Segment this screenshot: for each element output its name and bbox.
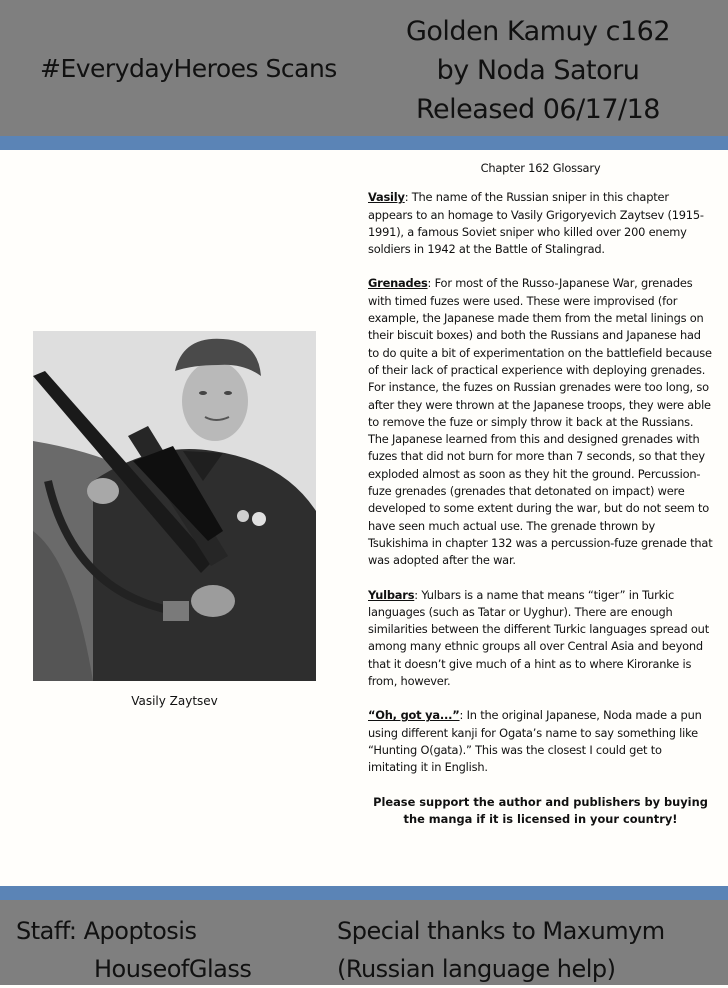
portrait-photo [33,331,316,681]
footer-divider [0,886,728,900]
glossary-entry-oh-got-ya [368,707,713,776]
content-area [0,150,728,886]
glossary-term: Vasily [368,190,405,205]
soldier-photo-illustration [33,331,316,681]
special-thanks [337,912,665,988]
glossary-title: Chapter 162 Glossary [480,161,601,175]
glossary [368,160,713,828]
support-message: Please support the author and publishers by buying the manga if it is licensed in your country! [373,794,708,826]
chapter-info [388,12,688,129]
glossary-term: Yulbars [368,587,415,602]
glossary-definition: : For most of the Russo-Japanese War, grenades with timed fuzes were used. These were improvised (for example, the Japanese made them from the metal linings on their biscuit boxes) and both the Russians and Japanese had to do quite a bit of experimentation on the battlefield because of their lack of practical experience with deploying grenades. For instance, the fuzes on Russian grenades were too long, so after they were thrown at the Japanese troops, they were able to remove the fuze or simply throw it back at the Russians. The Japanese learned from this and designed grenades with fuzes that did not burn for more than 7 seconds, so that they exploded almost as soon as they hit the ground. Percussion-fuze grenades (grenades that detonated on impact) were developed to some extent during the war, but do not seem to have seen much actual use. The grenade thrown by Tsukishima in chapter 132 was a percussion-fuze grenade that was adopted after the war. [368,276,713,568]
glossary-definition: : The name of the Russian sniper in this chapter appears to an homage to Vasily Grigoryevich Zaytsev (1915-1991), a famous Soviet sniper who killed over 200 enemy soldiers in 1942 at the Battle of Stalingrad. [368,190,704,257]
header-band [0,0,728,136]
staff-credits [16,912,251,988]
scanlation-group-name: #EverydayHeroes Scans [40,54,337,83]
staff-line-2: HouseofGlass [94,955,252,983]
glossary-definition: : In the original Japanese, Noda made a pun using different kanji for Ogata’s name to say something like “Hunting O(gata).” This was the closest I could get to imitating it in English. [368,708,702,775]
release-date: Released 06/17/18 [416,94,660,125]
author-line: by Noda Satoru [436,55,640,86]
series-title: Golden Kamuy c162 [405,16,671,47]
staff-line-1: Staff: Apoptosis [16,917,197,945]
photo-caption: Vasily Zaytsev [131,694,218,708]
glossary-term: “Oh, got ya...” [368,708,460,723]
glossary-term: Grenades [368,276,428,291]
glossary-entry-grenades [368,275,713,569]
glossary-entry-vasily [368,189,713,258]
thanks-line-2: (Russian language help) [337,955,616,983]
glossary-entry-yulbars [368,587,713,691]
glossary-definition: : Yulbars is a name that means “tiger” in Turkic languages (such as Tatar or Uyghur). There are enough similarities between the different Turkic languages spread out among many ethnic groups all over Central Asia and beyond that it doesn’t give much of a hint as to where Kiroranke is from, however. [368,587,709,689]
header-divider [0,136,728,150]
thanks-line-1: Special thanks to Maxumym [337,917,665,945]
